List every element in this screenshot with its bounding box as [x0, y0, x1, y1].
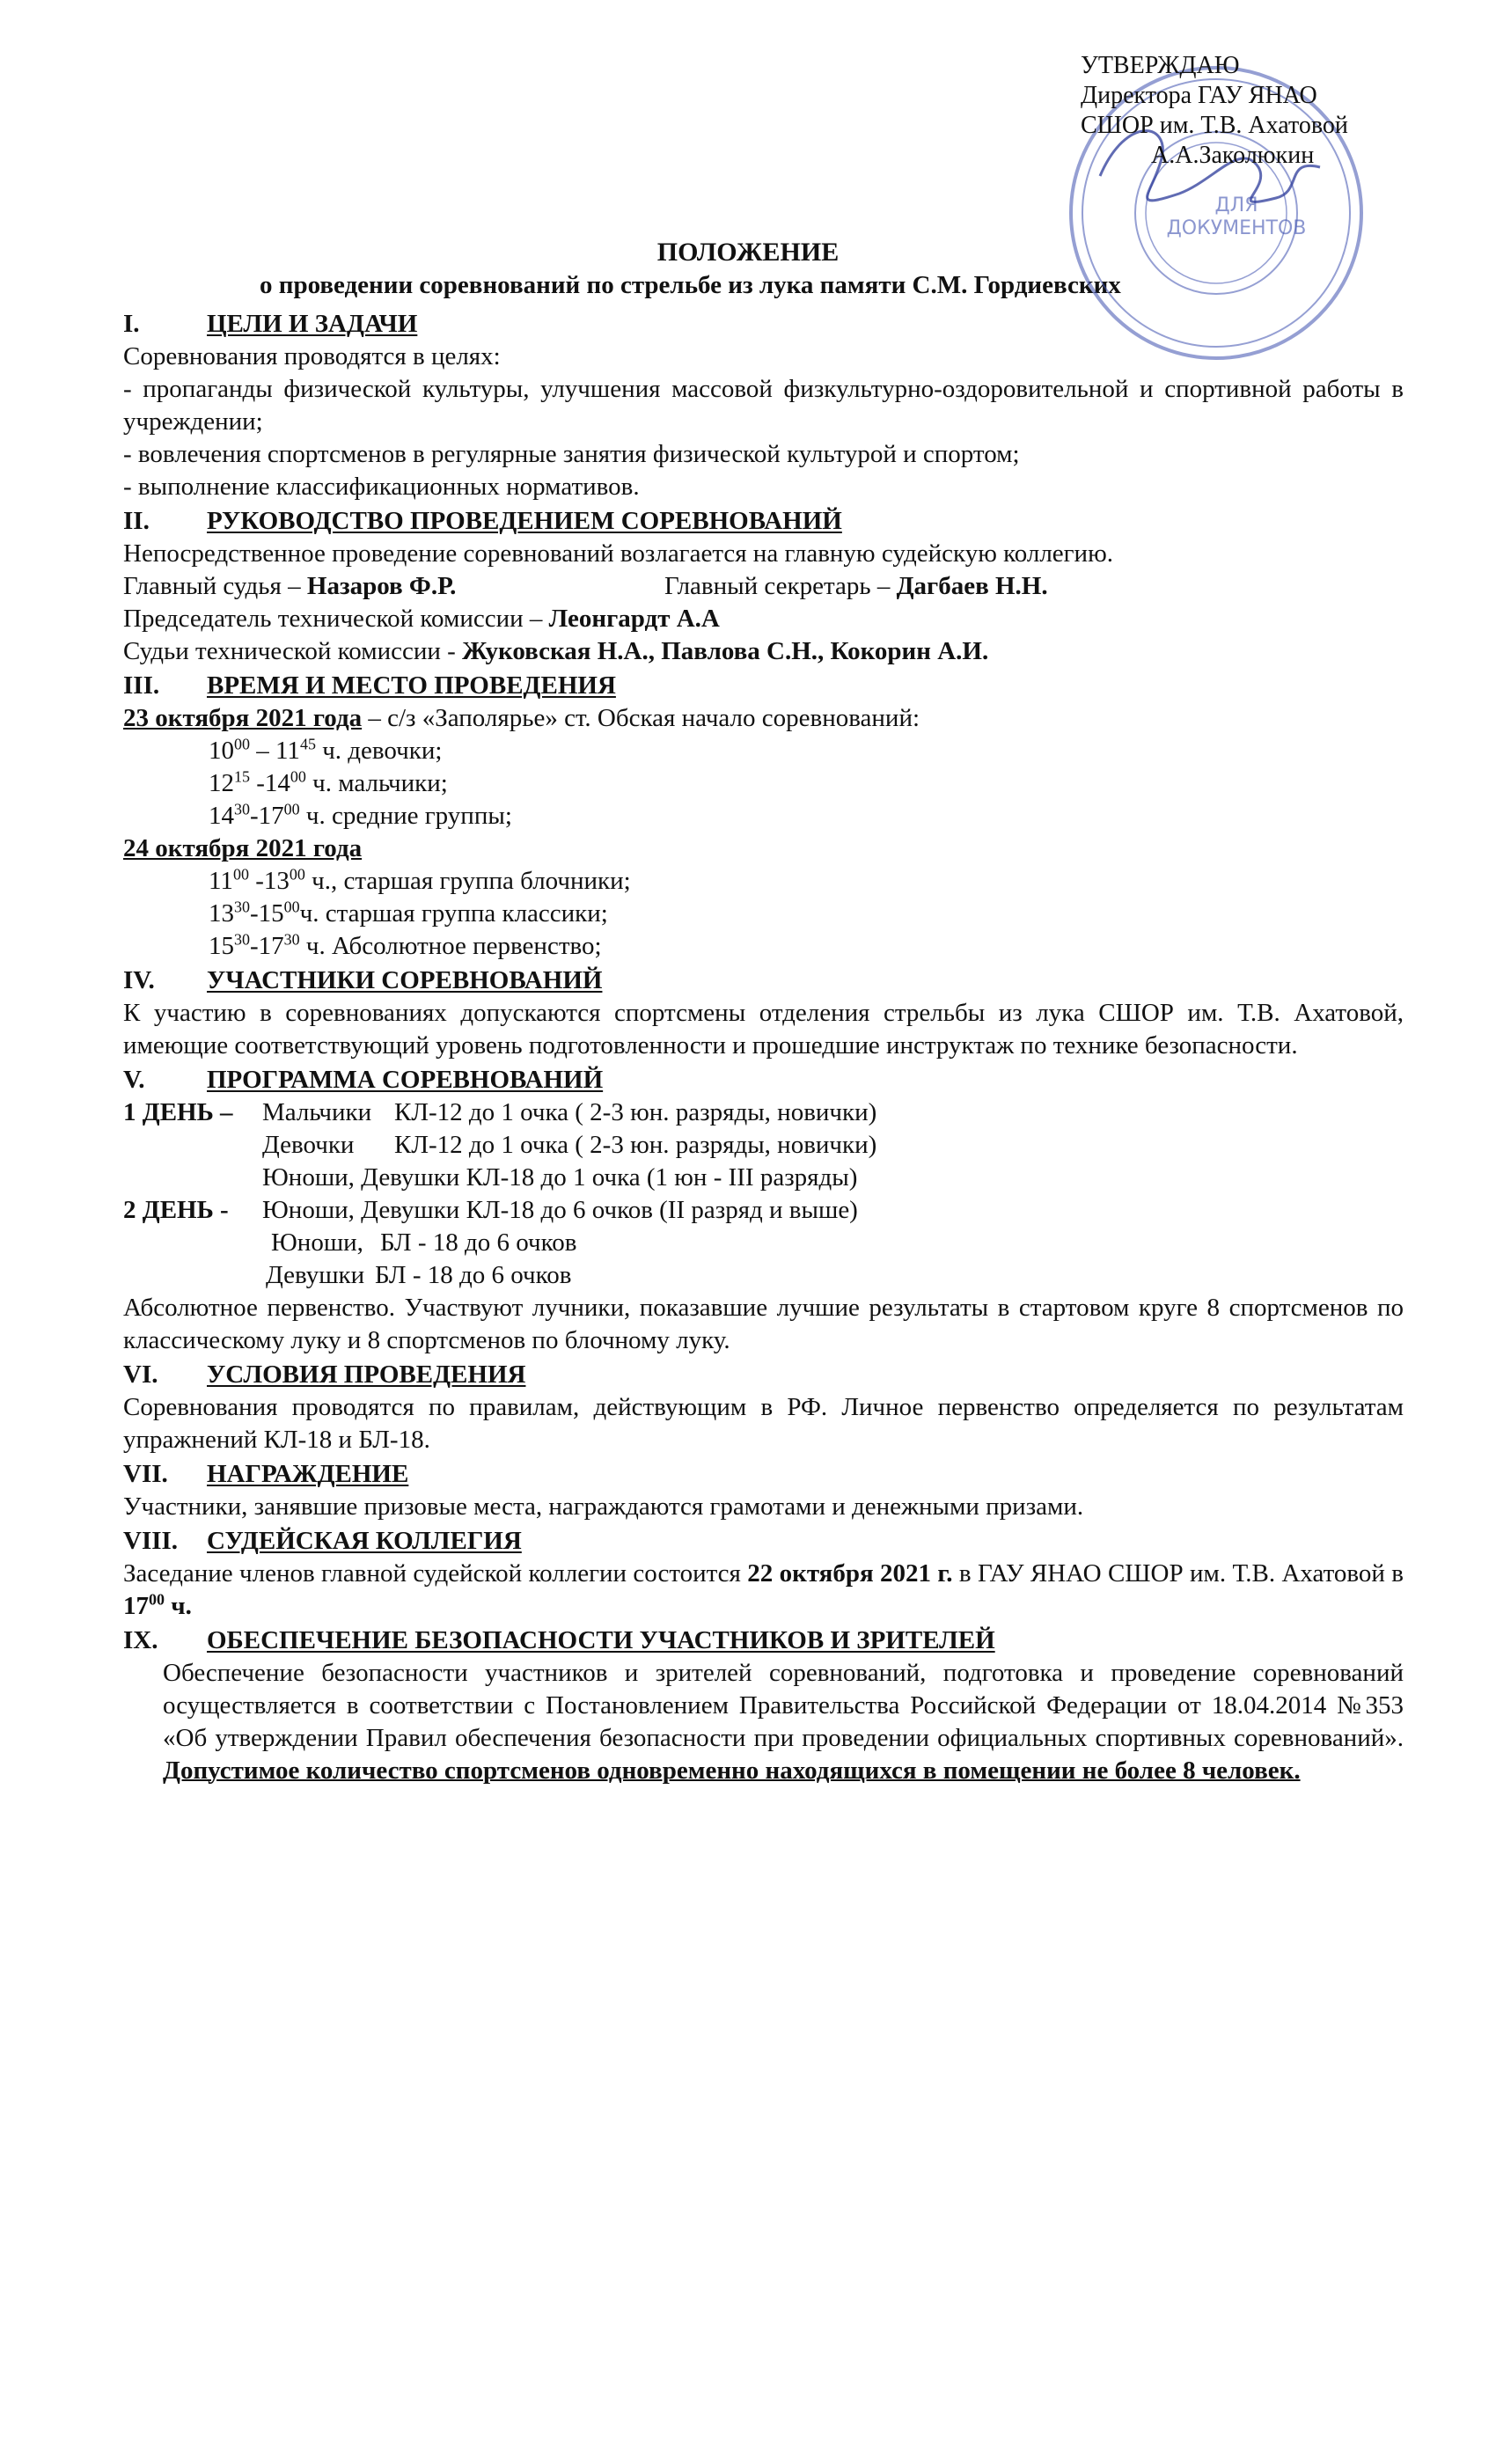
- day1-venue: – с/з «Заполярье» ст. Обская начало соревнований:: [362, 704, 920, 732]
- document-body: [123, 306, 1404, 1787]
- day1-date: 23 октября 2021 года: [123, 704, 363, 732]
- program-text: КЛ-18 до 6 очков (II разряд и выше): [466, 1196, 858, 1224]
- section-number: VI.: [123, 1360, 158, 1389]
- approval-heading: УТВЕРЖДАЮ: [1081, 52, 1240, 79]
- program-text: КЛ-12 до 1 очка ( 2-3 юн. разряды, новички): [394, 1098, 877, 1126]
- section-heading-3: [123, 670, 1404, 702]
- meeting-time: $17^{00}$ ч.: [123, 1590, 192, 1620]
- program-row: [123, 1194, 1404, 1227]
- section-title: ЦЕЛИ И ЗАДАЧИ: [207, 310, 418, 338]
- section-heading-8: [123, 1525, 1404, 1558]
- program-group: Юноши,: [271, 1228, 363, 1257]
- program-text: КЛ-18 до 1 очка (1 юн - III разряды): [466, 1163, 858, 1192]
- day1-schedule: [123, 735, 1404, 832]
- section-title: УЧАСТНИКИ СОРЕВНОВАНИЙ: [207, 966, 603, 994]
- judge-name: Назаров Ф.Р.: [306, 572, 457, 600]
- section-number: V.: [123, 1066, 145, 1094]
- section-number: I.: [123, 310, 140, 338]
- program-text: БЛ - 18 до 6 очков: [380, 1228, 577, 1257]
- section-heading-2: [123, 505, 1404, 538]
- document-title: ПОЛОЖЕНИЕ: [656, 238, 840, 267]
- program-group: Девочки: [262, 1131, 355, 1159]
- program-group: Юноши, Девушки: [262, 1163, 460, 1192]
- schedule-item: $11^{00}$ $-13^{00}$ ч., старшая группа блочники;: [209, 865, 631, 895]
- program-group: Юноши, Девушки: [262, 1196, 460, 1224]
- section-number: II.: [123, 507, 150, 535]
- schedule-item: $10^{00} - 11^{45}$ ч. девочки;: [209, 735, 443, 765]
- section-title: РУКОВОДСТВО ПРОВЕДЕНИЕМ СОРЕВНОВАНИЙ: [207, 507, 842, 535]
- schedule-item: $12^{15}$ $-14^{00}$ ч. мальчики;: [209, 767, 448, 797]
- list-item: - вовлечения спортсменов в регулярные занятия физической культурой и спортом;: [123, 440, 1020, 468]
- chair-name: Леонгардт А.А: [548, 605, 720, 633]
- schedule-item: $15^{30}-17^{30}$ ч. Абсолютное первенство;: [209, 930, 602, 960]
- section-heading-4: [123, 964, 1404, 997]
- approval-block: [1081, 51, 1450, 171]
- section-title: СУДЕЙСКАЯ КОЛЛЕГИЯ: [207, 1527, 522, 1555]
- section-title: ВРЕМЯ И МЕСТО ПРОВЕДЕНИЯ: [207, 671, 616, 700]
- list-item: - пропаганды физической культуры, улучшения массовой физкультурно-оздоровительной и спортивной работы в учреждении;: [123, 375, 1404, 436]
- paragraph: Абсолютное первенство. Участвуют лучники, показавшие лучшие результаты в стартовом круге 8 спортсменов по классическому луку и 8 спортсменов по блочному луку.: [123, 1294, 1404, 1354]
- section-heading-7: [123, 1458, 1404, 1491]
- program-day-label: 1 ДЕНЬ –: [123, 1098, 233, 1126]
- section-number: IV.: [123, 966, 155, 994]
- section-number: VII.: [123, 1460, 168, 1488]
- program-group: Девушки: [266, 1261, 365, 1289]
- judges-row: [123, 570, 1404, 603]
- program-row: [123, 1162, 1404, 1194]
- program-row: [123, 1227, 1404, 1259]
- list-item: - выполнение классификационных нормативов.: [123, 473, 640, 501]
- section-title: ОБЕСПЕЧЕНИЕ БЕЗОПАСНОСТИ УЧАСТНИКОВ И ЗРИТЕЛЕЙ: [207, 1626, 995, 1654]
- paragraph: Обеспечение безопасности участников и зрителей соревнований, подготовка и проведение соревнований осуществляется в соответствии с Постановлением Правительства Российской Федерации от 18.04.2014 №353 «Об утверждении Правил обеспечения безопасности при проведении официальных спортивных соревнований». Допустимое количество спортсменов одновременно находящихся в помещении не более 8 человек.: [163, 1659, 1404, 1785]
- approval-organization: СШОР им. Т.В. Ахатовой: [1081, 112, 1348, 139]
- section-title: ПРОГРАММА СОРЕВНОВАНИЙ: [207, 1066, 604, 1094]
- tech-judges-label: Судьи технической комиссии -: [123, 637, 463, 665]
- paragraph: Соревнования проводятся по правилам, действующим в РФ. Личное первенство определяется по результатам упражнений КЛ-18 и БЛ-18.: [123, 1393, 1404, 1454]
- program-row: [123, 1259, 1404, 1292]
- section-heading-6: [123, 1359, 1404, 1391]
- schedule-item: $13^{30}-15^{00}ч$. старшая группа классики;: [209, 898, 608, 928]
- program-text: КЛ-12 до 1 очка ( 2-3 юн. разряды, новички): [394, 1131, 877, 1159]
- approval-position: Директора ГАУ ЯНАО: [1081, 82, 1317, 109]
- capacity-limit: Допустимое количество спортсменов одновременно находящихся в помещении не более 8 человек.: [163, 1756, 1301, 1785]
- secretary-name: Дагбаев Н.Н.: [896, 572, 1048, 600]
- section-heading-5: [123, 1064, 1404, 1096]
- stamp-text-2: ДОКУМЕНТОВ: [1166, 217, 1307, 239]
- program-row: [123, 1096, 1404, 1129]
- program-day-label: 2 ДЕНЬ -: [123, 1196, 229, 1224]
- section-number: VIII.: [123, 1527, 179, 1555]
- section-number: IX.: [123, 1626, 158, 1654]
- paragraph: Заседание членов главной судейской коллегии состоится 22 октября 2021 г. в ГАУ ЯНАО СШОР им. Т.В. Ахатовой в $17^{00}$ ч.: [123, 1559, 1404, 1620]
- secretary-label: Главный секретарь –: [664, 572, 897, 600]
- stamp-text-1: ДЛЯ: [1214, 194, 1258, 216]
- approval-signer: А.А.Заколюкин: [1151, 142, 1315, 169]
- section-title: НАГРАЖДЕНИЕ: [207, 1460, 409, 1488]
- section-heading-9: [123, 1624, 1404, 1657]
- schedule-item: $14^{30}-17^{00}$ ч. средние группы;: [209, 800, 512, 830]
- judge-label: Главный судья –: [123, 572, 307, 600]
- program-text: БЛ - 18 до 6 очков: [375, 1261, 572, 1289]
- program-row: [123, 1129, 1404, 1162]
- day2-date: 24 октября 2021 года: [123, 834, 363, 862]
- paragraph: Непосредственное проведение соревнований возлагается на главную судейскую коллегию.: [123, 539, 1113, 568]
- program-group: Мальчики: [262, 1098, 372, 1126]
- paragraph: Участники, занявшие призовые места, награждаются грамотами и денежными призами.: [123, 1492, 1084, 1521]
- day2-schedule: [123, 865, 1404, 963]
- meeting-date: 22 октября 2021 г.: [747, 1559, 953, 1588]
- paragraph: Соревнования проводятся в целях:: [123, 342, 501, 370]
- paragraph: К участию в соревнованиях допускаются спортсмены отделения стрельбы из лука СШОР им. Т.В. Ахатовой, имеющие соответствующий уровень подготовленности и прошедшие инструктаж по технике безопасности.: [123, 999, 1404, 1060]
- section-title: УСЛОВИЯ ПРОВЕДЕНИЯ: [207, 1360, 526, 1389]
- document-subtitle: о проведении соревнований по стрельбе из лука памяти С.М. Гордиевских: [260, 271, 1121, 299]
- tech-judges-names: Жуковская Н.А., Павлова С.Н., Кокорин А.И.: [462, 637, 989, 665]
- chair-label: Председатель технической комиссии –: [123, 605, 549, 633]
- section-number: III.: [123, 671, 160, 700]
